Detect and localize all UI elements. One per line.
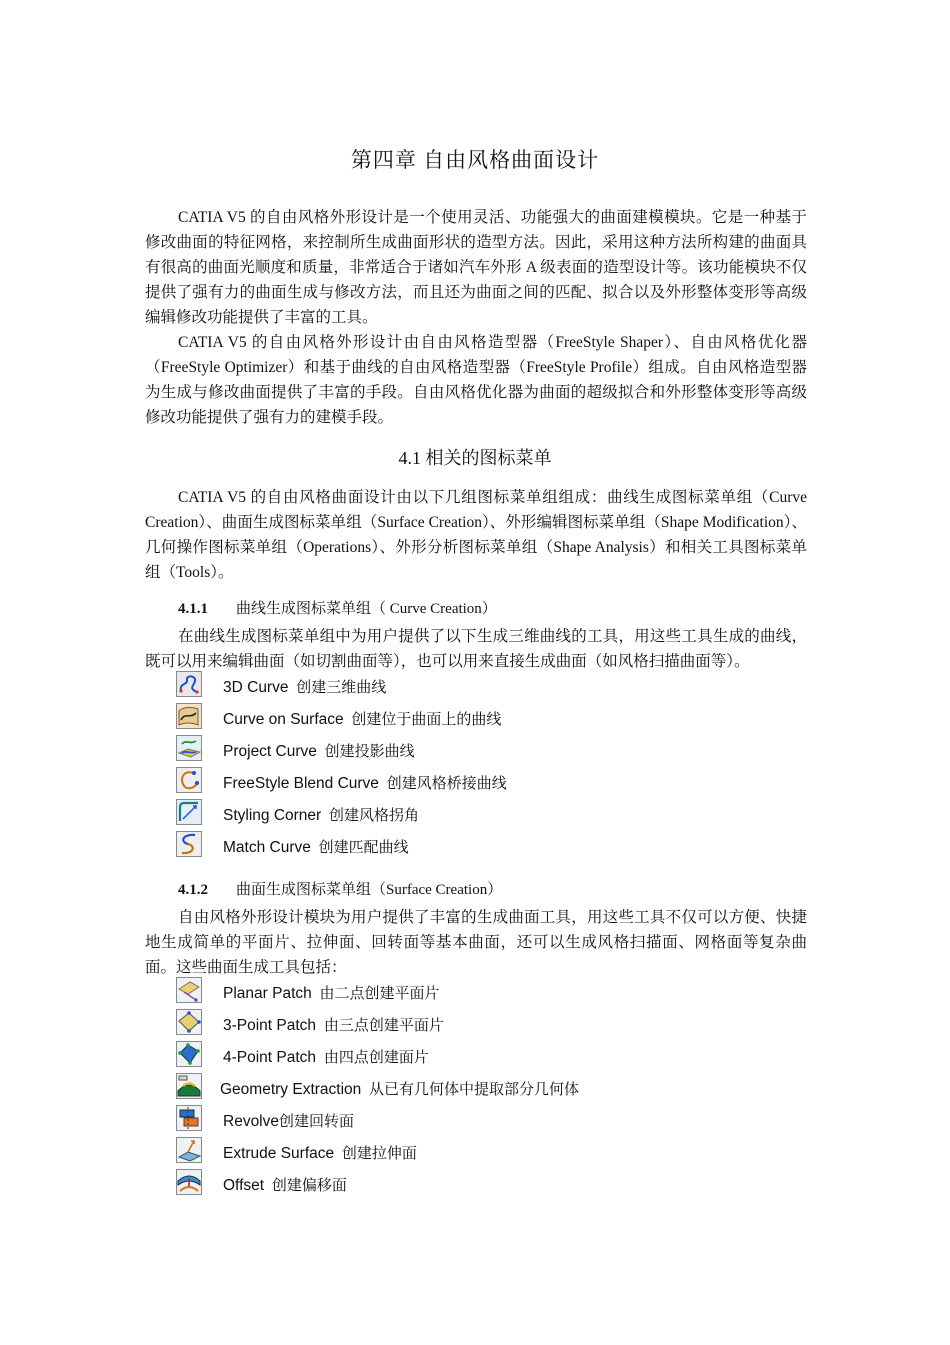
tool-item-revolve	[176, 1103, 355, 1131]
tool-description: 创建位于曲面上的曲线	[351, 710, 502, 728]
tool-item-3-point-patch	[176, 1007, 444, 1035]
subsection-number: 4.1.1	[178, 601, 208, 617]
tool-item-3d-curve	[176, 669, 387, 697]
tool-description: 创建匹配曲线	[318, 838, 409, 856]
tool-name: Extrude Surface	[223, 1145, 335, 1162]
tool-item-styling-corner	[176, 797, 419, 825]
surface-creation-paragraph: 自由风格外形设计模块为用户提供了丰富的生成曲面工具，用这些工具不仅可以方便、快捷地生成简单的平面片、拉伸面、回转面等基本曲面，还可以生成风格扫描面、网格面等复杂曲面。这些曲面生成工具包括：	[145, 909, 807, 976]
tool-description: 创建拉伸面	[341, 1144, 417, 1162]
offset-icon	[176, 1169, 202, 1195]
subsection-number: 4.1.2	[178, 882, 208, 898]
tool-item-curve-on-surface	[176, 701, 502, 729]
subsection-title: 曲线生成图标菜单组（ Curve Creation）	[236, 601, 497, 617]
tool-name: Curve on Surface	[223, 711, 344, 728]
subsection-heading-surface-creation	[178, 878, 502, 899]
tool-name: Planar Patch	[223, 985, 312, 1002]
three-point-patch-icon	[176, 1009, 202, 1035]
tool-description: 创建回转面	[279, 1112, 355, 1130]
tool-item-freestyle-blend-curve	[176, 765, 507, 793]
project-curve-icon	[176, 735, 202, 761]
tool-name: Match Curve	[223, 839, 311, 856]
extrude-surface-icon	[176, 1137, 202, 1163]
tool-item-4-point-patch	[176, 1039, 429, 1067]
tool-item-geometry-extraction	[176, 1071, 580, 1099]
styling-corner-icon	[176, 799, 202, 825]
tool-description: 创建风格拐角	[328, 806, 419, 824]
curve-on-surface-icon	[176, 703, 202, 729]
section-paragraph: CATIA V5 的自由风格曲面设计由以下几组图标菜单组组成：曲线生成图标菜单组（Curve Creation）、曲面生成图标菜单组（Surface Creation）、外形编辑图标菜单组（Shape Modification）、几何操作图标菜单组（Operations）、外形分析图标菜单组（Shape Analysis）和相关工具图标菜单组（Tools）。	[145, 489, 807, 581]
tool-name: 3D Curve	[223, 679, 289, 696]
tool-name: FreeStyle Blend Curve	[223, 775, 379, 792]
subsection-heading-curve-creation	[178, 597, 497, 618]
geometry-extraction-icon	[176, 1073, 202, 1099]
tool-description: 创建三维曲线	[296, 678, 387, 696]
intro-paragraph-1: CATIA V5 的自由风格外形设计是一个使用灵活、功能强大的曲面建模模块。它是一种基于修改曲面的特征网格，来控制所生成曲面形状的造型方法。因此，采用这种方法所构建的曲面具有很高的曲面光顺度和质量，非常适合于诸如汽车外形 A 级表面的造型设计等。该功能模块不仅提供了强有力的曲面生成与修改方法，而且还为曲面之间的匹配、拟合以及外形整体变形等高级编辑修改功能提供了丰富的工具。	[145, 209, 807, 326]
tool-item-offset	[176, 1167, 347, 1195]
four-point-patch-icon	[176, 1041, 202, 1067]
tool-description: 创建投影曲线	[324, 742, 415, 760]
tool-description: 由三点创建平面片	[323, 1016, 444, 1034]
planar-patch-icon	[176, 977, 202, 1003]
chapter-title: 第四章 自由风格曲面设计	[350, 148, 600, 172]
tool-item-planar-patch	[176, 975, 440, 1003]
revolve-icon	[176, 1105, 202, 1131]
3d-curve-icon	[176, 671, 202, 697]
tool-description: 从已有几何体中提取部分几何体	[369, 1080, 580, 1098]
tool-name: Geometry Extraction	[220, 1081, 362, 1098]
section-title: 4.1 相关的图标菜单	[398, 448, 552, 468]
subsection-title: 曲面生成图标菜单组（Surface Creation）	[236, 882, 503, 898]
tool-name: Revolve	[223, 1113, 279, 1130]
tool-description: 由四点创建面片	[323, 1048, 429, 1066]
tool-description: 由二点创建平面片	[319, 984, 440, 1002]
tool-name: 4-Point Patch	[223, 1049, 317, 1066]
match-curve-icon	[176, 831, 202, 857]
tool-name: Styling Corner	[223, 807, 322, 824]
tool-item-extrude-surface	[176, 1135, 417, 1163]
tool-name: 3-Point Patch	[223, 1017, 317, 1034]
blend-curve-icon	[176, 767, 202, 793]
tool-item-project-curve	[176, 733, 415, 761]
curve-creation-paragraph: 在曲线生成图标菜单组中为用户提供了以下生成三维曲线的工具，用这些工具生成的曲线，既可以用来编辑曲面（如切割曲面等），也可以用来直接生成曲面（如风格扫描曲面等）。	[145, 628, 807, 670]
tool-description: 创建风格桥接曲线	[386, 774, 507, 792]
tool-item-match-curve	[176, 829, 409, 857]
tool-description: 创建偏移面	[271, 1176, 347, 1194]
tool-name: Project Curve	[223, 743, 317, 760]
tool-name: Offset	[223, 1177, 265, 1194]
intro-paragraph-2: CATIA V5 的自由风格外形设计由自由风格造型器（FreeStyle Shaper）、自由风格优化器（FreeStyle Optimizer）和基于曲线的自由风格造型器（FreeStyle Profile）组成。自由风格造型器为生成与修改曲面提供了丰富的手段。自由风格优化器为曲面的超级拟合和外形整体变形等高级修改功能提供了强有力的建模手段。	[145, 334, 807, 426]
